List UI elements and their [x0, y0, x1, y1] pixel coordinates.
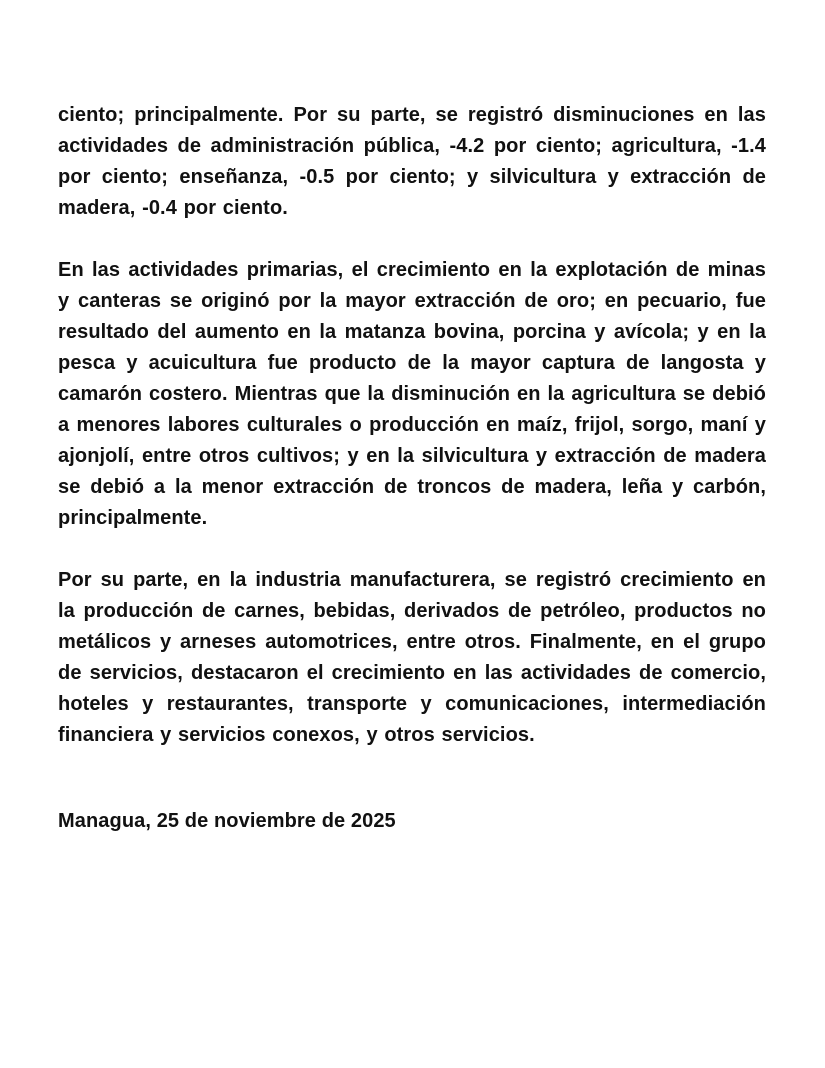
paragraph-primary-activities: En las actividades primarias, el crecimiento en la explotación de minas y canteras se originó por la mayor extracción de oro; en pecuario, fue resultado del aumento en la matanza bovina, porcina y avícola; y en la pesca y acuicultura fue producto de la mayor captura de langosta y camarón costero. Mientras que la disminución en la agricultura se debió a menores labores culturales o producción en maíz, frijol, sorgo, maní y ajonjolí, entre otros cultivos; y en la silvicultura y extracción de madera se debió a la menor extracción de troncos de madera, leña y carbón, principalmente.: [58, 259, 766, 529]
dateline: Managua, 25 de noviembre de 2025: [58, 810, 396, 832]
paragraph-manufacturing-services: Por su parte, en la industria manufacturera, se registró crecimiento en la producción de carnes, bebidas, derivados de petróleo, productos no metálicos y arneses automotrices, entre otros. Finalmente, en el grupo de servicios, destacaron el crecimiento en las actividades de comercio, hoteles y restaurantes, transporte y comunicaciones, intermediación financiera y servicios conexos, y otros servicios.: [58, 569, 766, 746]
paragraph-decreases-activities: ciento; principalmente. Por su parte, se registró disminuciones en las actividades de administración pública, -4.2 por ciento; agricultura, -1.4 por ciento; enseñanza, -0.5 por ciento; y silvicultura y extracción de madera, -0.4 por ciento.: [58, 104, 766, 219]
document-body: [58, 100, 766, 837]
